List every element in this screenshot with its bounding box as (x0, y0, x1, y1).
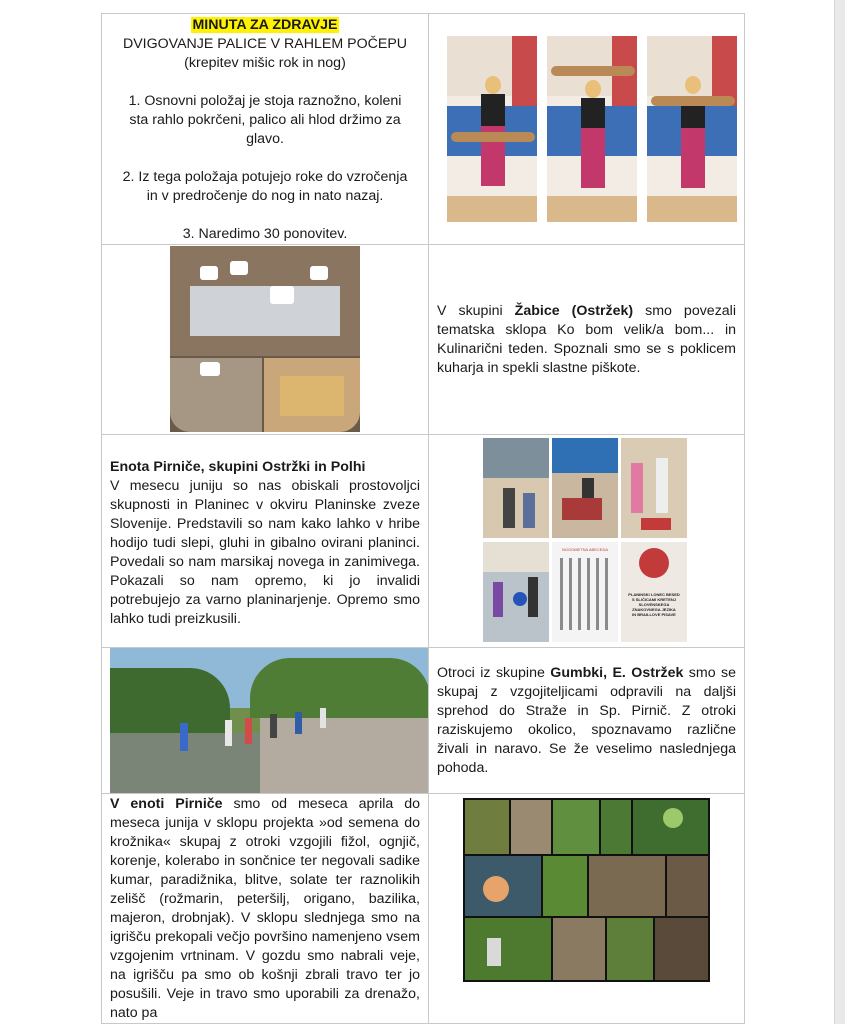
walk-photo (110, 648, 429, 794)
cooking-text-cell (429, 245, 745, 435)
hiking-poster-badge: PLANINSKI LONEC BESED S SLIČICAMI KRETENJ SLOVENSKEGA ZNAKOVNEGA JEZIKA IN BRAILLOVE PISAVE (621, 542, 687, 642)
walk-paragraph: Otroci iz skupine Gumbki, E. Ostržek smo se skupaj z vzgojiteljicami odpravili na daljši sprehod do Straže in Sp. Pirnič. Z otroki raziskujemo okolico, spoznavamo različne živali in naravo. Se že veselimo naslednjega pohoda. (437, 664, 737, 776)
hiking-photo-3 (621, 438, 687, 538)
hiking-poster-alphabet: NOGOMETNA ABECEDA (552, 542, 618, 642)
group-name-gumbki: Gumbki, E. Ostržek (550, 664, 684, 681)
hiking-text-cell (102, 435, 429, 648)
walk-text-cell (429, 648, 745, 794)
hiking-photo-4 (483, 542, 549, 642)
row-hiking-visit (102, 435, 745, 648)
hiking-photos-cell (429, 435, 745, 648)
hiking-photo-2 (552, 438, 618, 538)
hiking-body: V mesecu juniju so nas obiskali prostovoljci skupnosti in Planinec v okviru Planinske zveze Slovenije. Predstavili so nam kako lahko v hribe hodijo tudi slepi, gluhi in gibalno ovirani planinci. Povedali so nam marsikaj novega in zanimivega. Pokazali so nam opremo, ki jo invalidi potrebujejo za varno planinarjenje. Opremo smo lahko tudi preizkusili. (110, 478, 420, 627)
exercise-photo-2 (547, 36, 637, 222)
cooking-photo-cell (102, 245, 429, 435)
cooking-paragraph: V skupini Žabice (Ostržek) smo povezali tematska sklopa Ko bom velik/a bom... in Kulinarični teden. Spoznali smo se s poklicem kuharja in spekli slastne piškote. (437, 302, 736, 376)
section-heading: MINUTA ZA ZDRAVJE (192, 17, 338, 33)
exercise-step-2: 2. Iz tega položaja potujejo roke do vzročenja in v predročenje do nog in nato nazaj. (122, 169, 408, 204)
garden-paragraph: V enoti Pirniče smo od meseca aprila do meseca junija v sklopu projekta »od semena do krožnika« skupaj z otroki vzgojili fižol, ognjič, korenje, kolerabo in sončnice ter negovali sadike kumar, paradižnika, blitve, solate ter raznolikih zelišč (rožmarin, peteršilj, origano, bazilika, majeron, drobnjak). V sklopu slednjega smo na igrišču prekopali večjo površino namenjeno vsem vzgojenim vrtninam. V gozdu smo nabrali veje, na igrišču pa smo ob košnji zbrali travo ter jo posušili. Veje in travo smo uporabili za drenažo, nato pa (110, 796, 420, 1021)
cooking-photo-collage (170, 246, 360, 432)
walk-photo-cell (102, 648, 429, 794)
exercise-subtitle: (krepitev mišic rok in nog) (184, 55, 346, 71)
exercise-photo-1 (447, 36, 537, 222)
document-table (101, 13, 745, 1024)
exercise-photo-3 (647, 36, 737, 222)
row-walk (102, 648, 745, 794)
exercise-step-3: 3. Naredimo 30 ponovitev. (182, 226, 348, 242)
exercise-step-1: 1. Osnovni položaj je stoja raznožno, koleni sta rahlo pokrčeni, palico ali hlod držimo za glavo. (128, 93, 402, 147)
garden-photos-cell (429, 794, 745, 1024)
garden-photo-collage (463, 798, 710, 982)
hiking-title: Enota Pirniče, skupini Ostržki in Polhi (110, 459, 366, 475)
row-exercise (102, 14, 745, 245)
exercise-title: DVIGOVANJE PALICE V RAHLEM POČEPU (122, 36, 408, 52)
garden-text-cell (102, 794, 429, 1024)
vertical-scrollbar[interactable] (834, 0, 845, 1024)
exercise-text-cell (102, 14, 429, 245)
row-garden (102, 794, 745, 1024)
row-cooking (102, 245, 745, 435)
exercise-photos-cell (429, 14, 745, 245)
group-name-zabice: Žabice (Ostržek) (514, 302, 634, 319)
garden-lead: V enoti Pirniče (110, 796, 223, 812)
hiking-photo-1 (483, 438, 549, 538)
